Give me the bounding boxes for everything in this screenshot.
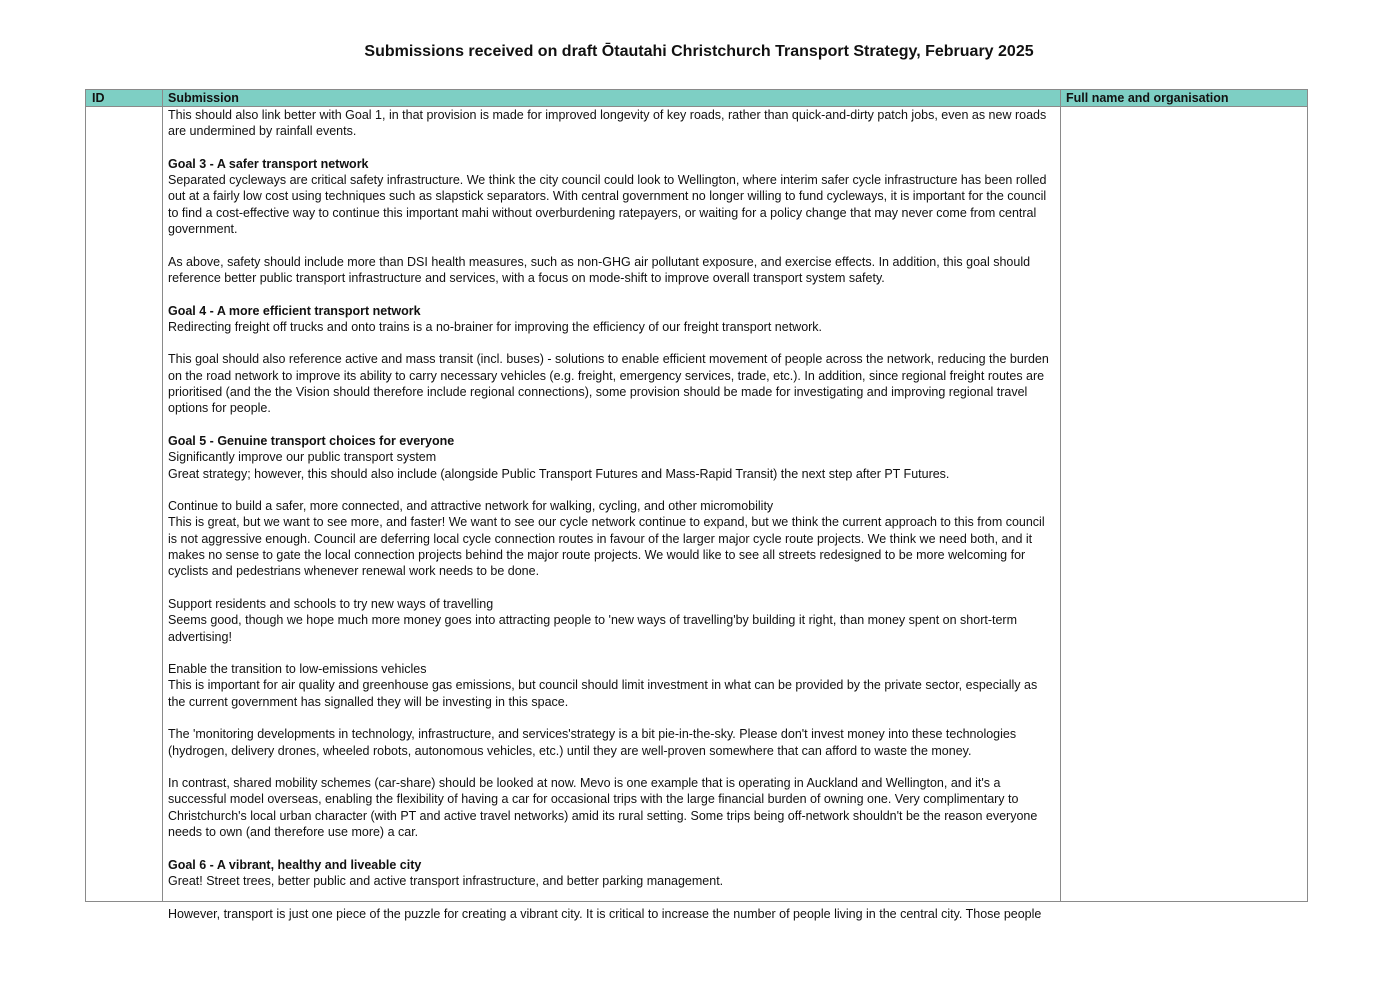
submission-text: However, transport is just one piece of the puzzle for creating a vibrant city. It is critical to increase the number of people living in the central city. Those people [168,906,1042,921]
column-divider [1060,90,1061,901]
goal-heading: Goal 4 - A more efficient transport network [168,303,421,318]
submission-paragraph [168,498,1056,579]
submission-paragraph [168,906,1056,922]
submission-text: Great strategy; however, this should also include (alongside Public Transport Futures and Mass-Rapid Transit) the next step after PT Futures. [168,466,950,481]
goal-heading: Goal 5 - Genuine transport choices for everyone [168,433,455,448]
table-header-row [86,90,1307,107]
column-divider [162,90,163,901]
submissions-table [85,89,1308,921]
submission-paragraph [168,661,1056,710]
submission-text: This should also link better with Goal 1, in that provision is made for improved longevity of key roads, rather than quick-and-dirty patch jobs, even as new roads are undermined by rainfall events. [168,108,1047,139]
submission-paragraph [168,156,1056,237]
submission-text: Great! Street trees, better public and active transport infrastructure, and better parking management. [168,873,724,888]
submission-text: Continue to build a safer, more connected, and attractive network for walking, cycling, and other micromobility [168,499,774,514]
goal-heading: Goal 3 - A safer transport network [168,156,369,171]
goal-heading: Goal 6 - A vibrant, healthy and liveable city [168,857,422,872]
submission-text: Significantly improve our public transport system [168,450,437,465]
submission-text: In contrast, shared mobility schemes (car-share) should be looked at now. Mevo is one example that is operating in Auckland and Wellington, and it's a successful model overseas, enabling the flexibility of having a car for occasional trips with the large financial burden of owning one. Very complimentary to Christchurch's local urban character (with PT and active travel networks) amid its rural setting. Some trips being off-network shouldn't be the reason everyone needs to own (and therefore use more) a car. [168,776,1038,840]
submission-text: Redirecting freight off trucks and onto trains is a no-brainer for improving the efficiency of our freight transport network. [168,319,823,334]
cell-submission [168,107,1056,921]
column-header-full-name: Full name and organisation [1066,91,1229,105]
submission-paragraph [168,303,1056,336]
submission-paragraph [168,107,1056,140]
submission-text: This goal should also reference active and mass transit (incl. buses) - solutions to enable efficient movement of people across the network, reducing the burden on the road network to improve its ability to carry necessary vehicles (e.g. freight, emergency services, trade, etc.). In addition, since regional freight routes are prioritised (and the the Vision should therefore include regional connections), some provision should be made for investigating and improving regional travel options for people. [168,352,1049,416]
submission-text: This is great, but we want to see more, and faster! We want to see our cycle network continue to expand, but we think the current approach to this from council is not aggressive enough. Council are deferring local cycle connection routes in favour of the larger major cycle route projects. We think we need both, and it makes no sense to gate the local connection projects behind the major route projects. We would like to see all streets redesigned to be more welcoming for cyclists and pedestrians whenever renewal work needs to be done. [168,515,1045,579]
submission-text: The 'monitoring developments in technology, infrastructure, and services'strategy is a bit pie-in-the-sky. Please don't invest money into these technologies (hydrogen, delivery drones, wheeled robots, autonomous vehicles, etc.) until they are well-proven somewhere that can afford to waste the money. [168,727,1017,758]
submission-paragraph [168,433,1056,482]
submission-paragraph [168,726,1056,759]
column-header-id: ID [92,91,105,105]
submission-paragraph [168,857,1056,890]
submission-text: Separated cycleways are critical safety infrastructure. We think the city council could look to Wellington, where interim safer cycle infrastructure has been rolled out at a fairly low cost using techniques such as slapstick separators. With central government no longer willing to fund cycleways, it is important for the council to find a cost-effective way to continue this important mahi without overburdening ratepayers, or waiting for a policy change that may never come from central government. [168,173,1047,237]
submission-text: Support residents and schools to try new ways of travelling [168,596,494,611]
submission-paragraph [168,254,1056,287]
submission-text: Enable the transition to low-emissions vehicles [168,662,427,677]
column-header-submission: Submission [168,91,239,105]
submission-paragraph [168,596,1056,645]
submission-paragraph [168,351,1056,416]
page-title: Submissions received on draft Ōtautahi Christchurch Transport Strategy, February 2025 [364,43,1034,60]
submission-text: Seems good, though we hope much more money goes into attracting people to 'new ways of travelling'by building it right, than money spent on short-term advertising! [168,613,1017,644]
submission-paragraph [168,775,1056,840]
submission-text: As above, safety should include more than DSI health measures, such as non-GHG air pollutant exposure, and exercise effects. In addition, this goal should reference better public transport infrastructure and services, with a focus on mode-shift to improve overall transport system safety. [168,254,1031,285]
submission-text: This is important for air quality and greenhouse gas emissions, but council should limit investment in what can be provided by the private sector, especially as the current government has signalled they will be investing in this space. [168,678,1038,709]
